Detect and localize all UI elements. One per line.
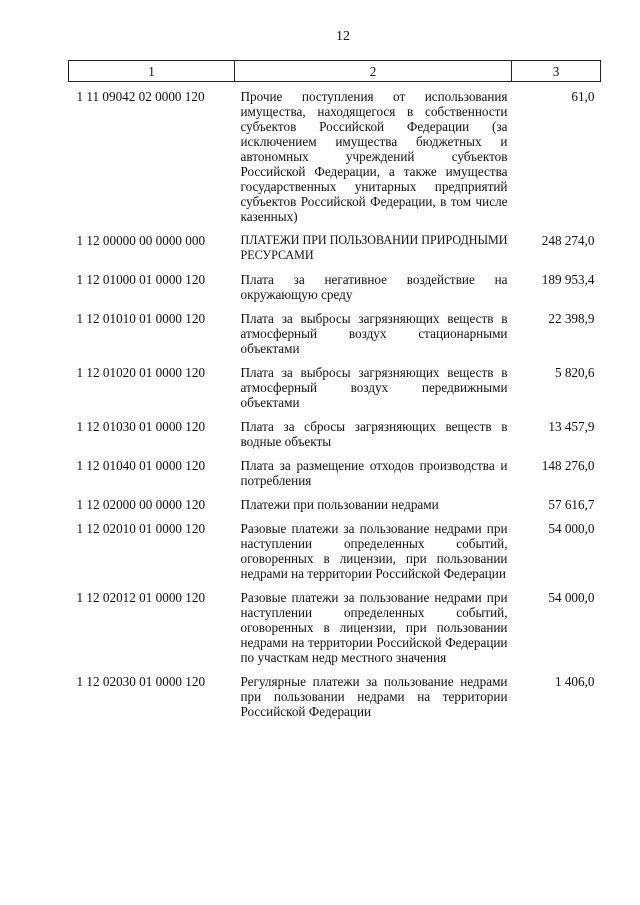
table-row — [69, 674, 601, 728]
table-row — [69, 521, 601, 590]
row-description: Разовые платежи за пользование недрами при наступлении определенных событий, оговоренных в лицензии, при пользовании недрами на территории Российской Федерации — [240, 521, 508, 581]
row-description: Платежи при пользовании недрами — [240, 497, 439, 512]
column-header-code: 1 — [69, 61, 235, 82]
row-description: Плата за негативное воздействие на окружающую среду — [240, 272, 508, 302]
header-row — [69, 61, 601, 82]
page-number: 12 — [336, 29, 350, 44]
table-body — [69, 82, 601, 729]
row-description: ПЛАТЕЖИ ПРИ ПОЛЬЗОВАНИИ ПРИРОДНЫМИ РЕСУРСАМИ — [240, 233, 508, 262]
table-row — [69, 311, 601, 365]
row-description: Прочие поступления от использования имущества, находящегося в собственности субъектов Российской Федерации (за исключением имущества бюджетных и автономных учреждений субъектов Российской Федерации, а также имущества государственных унитарных предприятий субъектов Российской Федерации, в том числе казенных) — [240, 89, 508, 224]
row-code: 1 12 02000 00 0000 120 — [76, 497, 206, 512]
table-row — [69, 272, 601, 311]
row-amount: 54 000,0 — [548, 590, 595, 605]
table-row — [69, 419, 601, 458]
row-amount: 5 820,6 — [554, 365, 595, 380]
revenue-table — [68, 60, 601, 728]
row-code: 1 12 02010 01 0000 120 — [76, 521, 206, 536]
table-row — [69, 497, 601, 521]
row-code: 1 12 01020 01 0000 120 — [76, 365, 206, 380]
row-code: 1 11 09042 02 0000 120 — [76, 89, 205, 104]
row-amount: 248 274,0 — [541, 233, 595, 248]
row-amount: 13 457,9 — [548, 419, 595, 434]
row-code: 1 12 01040 01 0000 120 — [76, 458, 206, 473]
column-header-description: 2 — [235, 61, 512, 82]
table-row — [69, 233, 601, 272]
row-amount: 148 276,0 — [541, 458, 595, 473]
row-code: 1 12 01030 01 0000 120 — [76, 419, 206, 434]
row-amount: 61,0 — [571, 89, 595, 104]
row-code: 1 12 01010 01 0000 120 — [76, 311, 206, 326]
row-amount: 22 398,9 — [548, 311, 595, 326]
table-row — [69, 458, 601, 497]
row-description: Регулярные платежи за пользование недрами при пользовании недрами на территории Российской Федерации — [240, 674, 508, 719]
row-code: 1 12 00000 00 0000 000 — [76, 233, 206, 248]
row-code: 1 12 01000 01 0000 120 — [76, 272, 206, 287]
table-row — [69, 82, 601, 234]
row-code: 1 12 02030 01 0000 120 — [76, 674, 206, 689]
row-description: Плата за выбросы загрязняющих веществ в атмосферный воздух передвижными объектами — [240, 365, 508, 410]
row-code: 1 12 02012 01 0000 120 — [76, 590, 206, 605]
row-description: Плата за сбросы загрязняющих веществ в водные объекты — [240, 419, 508, 449]
row-amount: 54 000,0 — [548, 521, 595, 536]
row-description: Плата за выбросы загрязняющих веществ в атмосферный воздух стационарными объектами — [240, 311, 508, 356]
table-header — [69, 61, 601, 82]
row-amount: 57 616,7 — [548, 497, 595, 512]
row-amount: 189 953,4 — [541, 272, 595, 287]
column-header-amount: 3 — [512, 61, 601, 82]
row-description: Плата за размещение отходов производства и потребления — [240, 458, 508, 488]
table-row — [69, 365, 601, 419]
row-amount: 1 406,0 — [554, 674, 595, 689]
table-row — [69, 590, 601, 674]
row-description: Разовые платежи за пользование недрами при наступлении определенных событий, оговоренных в лицензии, при пользовании недрами на территории Российской Федерации по участкам недр местного значения — [240, 590, 508, 665]
